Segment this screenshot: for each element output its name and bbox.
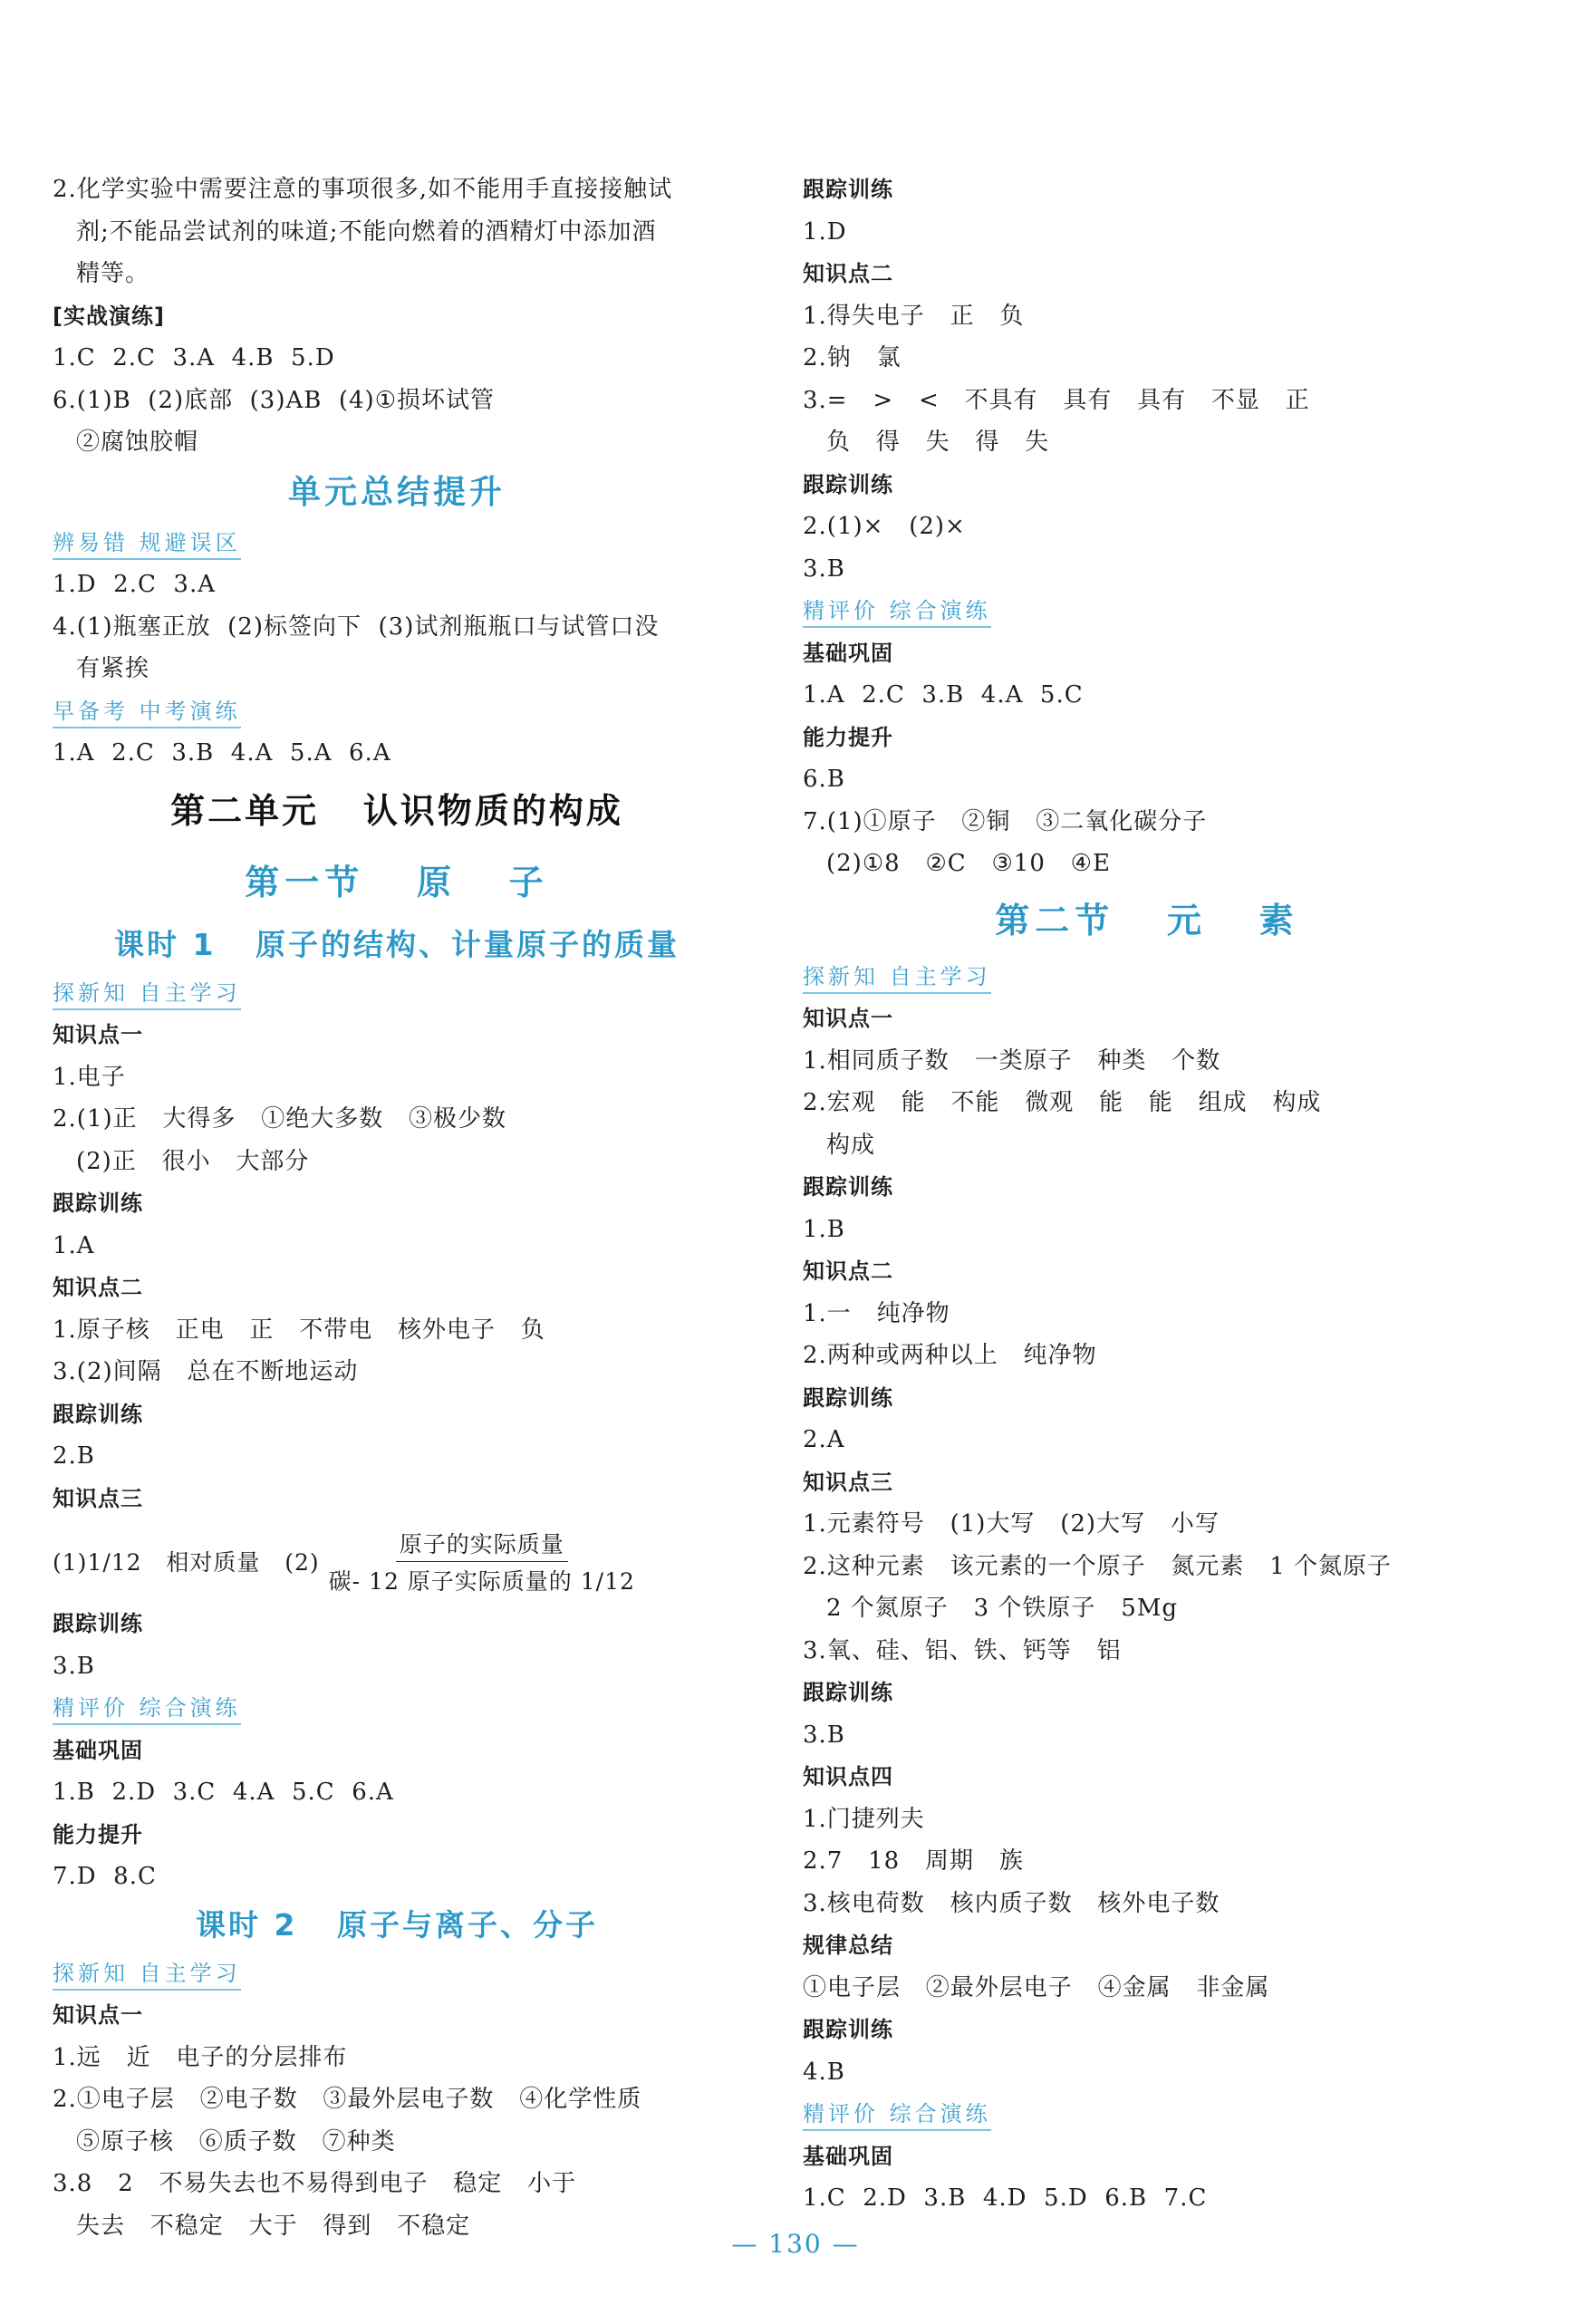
knowledge-point-label: 知识点二 [53,1275,143,1300]
answer-line: 2.A [803,1426,845,1453]
answer-line: 负 得 失 得 失 [826,429,1050,456]
answer-line: 有紧挨 [76,655,150,682]
answer-line: 1.一 纯净物 [803,1299,950,1327]
knowledge-point-label: 知识点二 [803,1258,893,1284]
answer-line: 1.相同质子数 一类原子 种类 个数 [803,1046,1221,1075]
answer-line: 1.A [53,1231,95,1259]
knowledge-point-label: 知识点三 [53,1485,143,1511]
answer-line: 2.宏观 能 不能 微观 能 能 组成 构成 [803,1089,1322,1116]
answer-line: ②腐蚀胶帽 [76,429,199,456]
answer-line: 3.B [803,554,845,583]
section-tag: 精评价 综合演练 [803,2098,991,2131]
answer-line: 3.(2)间隔 总在不断地运动 [53,1358,359,1385]
answer-line: 4.(1)瓶塞正放 (2)标签向下 (3)试剂瓶瓶口与试管口没 [53,612,660,641]
answer-line: 1.B 2.D 3.C 4.A 5.C 6.A [53,1779,394,1806]
answer-line: 1.远 近 电子的分层排布 [53,2043,348,2071]
answer-line: 3.氧、硅、铝、铁、钙等 铝 [803,1636,1122,1664]
knowledge-point-label: 知识点一 [53,2002,143,2028]
tracking-training-label: 跟踪训练 [803,1680,893,1705]
section-tag: 精评价 综合演练 [53,1692,241,1725]
answer-line: 1.D [803,217,847,246]
section-tag: 辨易错 规避误区 [53,527,241,560]
section-tag: 探新知 自主学习 [53,978,241,1010]
right-column [803,169,1491,2220]
answer-line: 3.核电荷数 核内质子数 核外电子数 [803,1889,1220,1917]
subsection-label: [实战演练] [53,303,165,329]
tracking-training-label: 跟踪训练 [803,177,893,202]
heading-lesson-two: 课时 2 原子与离子、分子 [196,1906,598,1943]
answer-line: 1.A 2.C 3.B 4.A 5.C [803,681,1084,709]
answer-line: 2.(1)正 大得多 ①绝大多数 ③极少数 [53,1105,507,1133]
tracking-training-label: 跟踪训练 [803,2017,893,2042]
answer-line: 1.电子 [53,1063,126,1091]
answer-line: (2)正 很小 大部分 [76,1147,310,1175]
fraction-answer-line [53,1519,741,1603]
answer-line: 3.B [803,1721,845,1749]
knowledge-point-label: 知识点一 [53,1022,143,1047]
knowledge-point-label: 知识点一 [803,1006,893,1031]
tracking-training-label: 跟踪训练 [803,471,893,497]
answer-line: 1.C 2.C 3.A 4.B 5.D [53,344,335,371]
answer-line: 构成 [826,1131,876,1159]
left-column [53,169,741,2247]
answer-line: 6.(1)B (2)底部 (3)AB (4)①损坏试管 [53,386,496,414]
answer-line: ①电子层 ②最外层电子 ④金属 非金属 [803,1973,1270,2001]
knowledge-point-label: 知识点二 [803,261,893,286]
text-line: 精等。 [76,260,150,287]
answer-line: 1.A 2.C 3.B 4.A 5.A 6.A [53,739,391,767]
answer-line: 4.B [803,2058,845,2086]
ability-improvement-label: 能力提升 [53,1821,143,1847]
answer-line: 6.B [803,766,845,793]
rule-summary-label: 规律总结 [803,1933,893,1958]
section-tag: 早备考 中考演练 [53,696,241,728]
answer-line: 3.B [53,1652,95,1680]
heading-unit-summary: 单元总结提升 [287,473,506,511]
answer-line: 3.8 2 不易失去也不易得到电子 稳定 小于 [53,2170,577,2197]
answer-line: 1.得失电子 正 负 [803,302,1025,330]
tracking-training-label: 跟踪训练 [53,1401,143,1427]
fraction-denominator: 碳- 12 原子实际质量的 1/12 [328,1567,635,1595]
knowledge-point-label: 知识点四 [803,1764,893,1789]
answer-line: 2.B [53,1442,95,1470]
answer-line: 2.7 18 周期 族 [803,1847,1024,1875]
heading-node-two: 第二节 元 素 [995,900,1299,940]
answer-line: 2.这种元素 该元素的一个原子 氮元素 1 个氮原子 [803,1552,1392,1580]
section-tag: 精评价 综合演练 [803,595,991,628]
answer-line: 1.C 2.D 3.B 4.D 5.D 6.B 7.C [803,2184,1208,2212]
basic-consolidation-label: 基础巩固 [53,1737,143,1763]
section-tag: 探新知 自主学习 [53,1958,241,1991]
answer-line: 2.(1)× (2)× [803,513,966,540]
text-line: 剂;不能品尝试剂的味道;不能向燃着的酒精灯中添加酒 [76,217,657,246]
answer-line: 1.元素符号 (1)大写 (2)大写 小写 [803,1510,1220,1538]
answer-line: 1.B [803,1215,845,1243]
heading-node-one: 第一节 原 子 [245,862,549,902]
fraction-prefix: (1)1/12 相对质量 (2) [53,1549,320,1576]
text-line: 2.化学实验中需要注意的事项很多,如不能用手直接接触试 [53,176,673,203]
heading-lesson-one: 课时 1 原子的结构、计量原子的质量 [114,926,680,962]
answer-line: 7.D 8.C [53,1863,157,1890]
ability-improvement-label: 能力提升 [803,724,893,750]
answer-line: 1.D 2.C 3.A [53,571,216,598]
answer-line: 失去 不稳定 大于 得到 不稳定 [76,2212,471,2240]
answer-line: 2.①电子层 ②电子数 ③最外层电子数 ④化学性质 [53,2086,642,2113]
fraction [325,1527,639,1596]
tracking-training-label: 跟踪训练 [53,1191,143,1216]
tracking-training-label: 跟踪训练 [53,1611,143,1636]
answer-line: 1.门捷列夫 [803,1805,925,1833]
answer-line: 2.钠 氯 [803,344,902,371]
answer-line: 2 个氮原子 3 个铁原子 5Mg [826,1595,1179,1622]
answer-line: 3.= > < 不具有 具有 具有 不显 正 [803,386,1310,414]
answer-line: 7.(1)①原子 ②铜 ③二氧化碳分子 [803,807,1208,835]
basic-consolidation-label: 基础巩固 [803,2143,893,2169]
section-tag: 探新知 自主学习 [803,961,991,994]
tracking-training-label: 跟踪训练 [803,1174,893,1200]
fraction-numerator: 原子的实际质量 [396,1527,568,1562]
answer-line: ⑤原子核 ⑥质子数 ⑦种类 [76,2127,396,2155]
tracking-training-label: 跟踪训练 [803,1384,893,1411]
answer-line: 2.两种或两种以上 纯净物 [803,1342,1097,1369]
answer-line: (2)①8 ②C ③10 ④E [826,850,1111,877]
knowledge-point-label: 知识点三 [803,1469,893,1495]
page-number: — 130 — [731,2229,860,2259]
answer-line: 1.原子核 正电 正 不带电 核外电子 负 [53,1316,545,1344]
heading-unit-two: 第二单元 认识物质的构成 [170,790,623,831]
basic-consolidation-label: 基础巩固 [803,640,893,666]
